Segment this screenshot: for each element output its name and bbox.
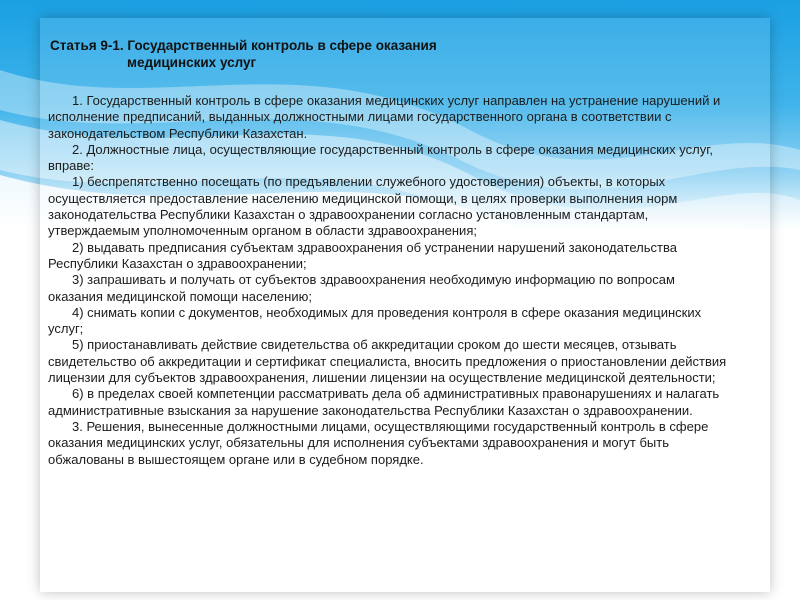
title-line-1: Статья 9-1. Государственный контроль в сфере оказания (50, 38, 437, 53)
paragraph: 1) беспрепятственно посещать (по предъявлении служебного удостоверения) объекты, в которых осуществляется предоставление населению медицинской помощи, в целях проверки выполнения норм законодательства Республики Казахстан о здравоохранении согласно установленным стандартам, утверждаемым уполномоченным органом в области здравоохранения; (48, 174, 678, 239)
paragraph: 2. Должностные лица, осуществляющие государственный контроль в сфере оказания медицинских услуг, вправе: (48, 141, 713, 174)
paragraph: 3. Решения, вынесенные должностными лицами, осуществляющими государственный контроль в сфере оказания медицинских услуг, обязательны для исполнения субъектами здравоохранения и могут быть обжалованы в вышестоящем органе или в судебном порядке. (48, 418, 709, 467)
paragraph: 2) выдавать предписания субъектам здравоохранения об устранении нарушений законодательства Республики Казахстан о здравоохранении; (48, 239, 677, 271)
slide-title (50, 37, 520, 71)
paragraph: 6) в пределах своей компетенции рассматривать дела об административных правонарушениях и налагать административные взыскания за нарушение законодательства Республики Казахстан о здравоохранении. (48, 386, 720, 418)
paragraph: 4) снимать копии с документов, необходимых для проведения контроля в сфере оказания медицинских услуг; (48, 304, 702, 337)
paragraph: 1. Государственный контроль в сфере оказания медицинских услуг направлен на устранение нарушений и исполнение предписаний, выданных должностными лицами государственного органа в соответствии с законодательством Республики Казахстан. (48, 93, 721, 141)
paragraph: 3) запрашивать и получать от субъектов здравоохранения необходимую информацию по вопросам оказания медицинской помощи населению; (48, 272, 675, 304)
paragraph: 5) приостанавливать действие свидетельства об аккредитации сроком до шести месяцев, отзывать свидетельство об аккредитации и сертификат специалиста, вносить предложения о приостановлении действия лицензии для субъектов здравоохранения, лишении лицензии на осуществление медицинской деятельности; (48, 337, 727, 386)
title-line-2: медицинских услуг (127, 55, 257, 70)
article-body (48, 93, 728, 468)
